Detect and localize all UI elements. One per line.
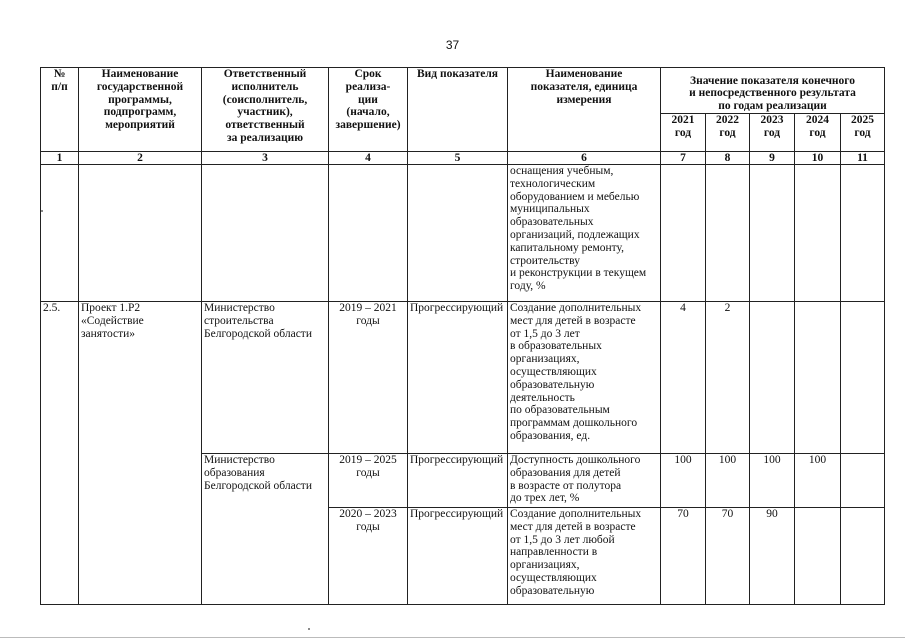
column-number: 3: [202, 152, 329, 165]
header-year-2024: 2024 год: [795, 114, 841, 152]
cell-value-2023: 100: [750, 454, 795, 508]
page-edge-line: [0, 637, 905, 638]
cell-indicator-type: Прогрессирующий: [408, 302, 508, 454]
table-row: [41, 165, 885, 302]
column-number: 1: [41, 152, 79, 165]
cell-value-2025: [841, 508, 885, 605]
cell-indicator-name: Создание дополнительных мест для детей в возрасте от 1,5 до 3 лет в образовательных организациях, осуществляющих образовательную деятельность по образовательным программам дошкольного образования, ед.: [508, 302, 661, 454]
header-program: Наименование государственной программы, подпрограмм, мероприятий: [79, 68, 202, 152]
cell-number: 2.5.: [41, 302, 79, 605]
page-number: 37: [445, 38, 460, 52]
header-year-2022: 2022 год: [706, 114, 750, 152]
column-number: 9: [750, 152, 795, 165]
header-indicator-type: Вид показателя: [408, 68, 508, 152]
column-number: 6: [508, 152, 661, 165]
scan-speck: [308, 628, 310, 630]
header-year-2023: 2023 год: [750, 114, 795, 152]
header-year-2025: 2025 год: [841, 114, 885, 152]
cell-value-2021: [661, 165, 706, 302]
cell-program: [79, 165, 202, 302]
cell-period: 2019 – 2021 годы: [329, 302, 408, 454]
header-executor: Ответственный исполнитель (соисполнитель, участник), ответственный за реализацию: [202, 68, 329, 152]
cell-value-2025: [841, 165, 885, 302]
header-values-group: Значение показателя конечного и непосредственного результата по годам реализации: [661, 68, 885, 114]
column-number: 10: [795, 152, 841, 165]
cell-value-2025: [841, 302, 885, 454]
cell-value-2022: 2: [706, 302, 750, 454]
header-indicator-name: Наименование показателя, единица измерения: [508, 68, 661, 152]
scan-speck: [41, 210, 43, 212]
cell-value-2024: [795, 302, 841, 454]
column-number: 5: [408, 152, 508, 165]
cell-value-2023: 90: [750, 508, 795, 605]
header-period: Срок реализа- ции (начало, завершение): [329, 68, 408, 152]
cell-number: [41, 165, 79, 302]
cell-value-2021: 70: [661, 508, 706, 605]
cell-indicator-name: Создание дополнительных мест для детей в возрасте от 1,5 до 3 лет любой направленности в организациях, осуществляющих образовательную: [508, 508, 661, 605]
cell-value-2024: [795, 508, 841, 605]
cell-indicator-type: [408, 165, 508, 302]
cell-executor: Министерство образования Белгородской области: [202, 454, 329, 605]
header-number: № п/п: [41, 68, 79, 152]
cell-period: 2020 – 2023 годы: [329, 508, 408, 605]
cell-program: Проект 1.Р2 «Содействие занятости»: [79, 302, 202, 605]
cell-indicator-name: оснащения учебным, технологическим оборудованием и мебелью муниципальных образовательных организаций, подлежащих капитальному ремонту, строительству и реконструкции в текущем году, %: [508, 165, 661, 302]
column-number: 8: [706, 152, 750, 165]
column-number: 2: [79, 152, 202, 165]
cell-executor: [202, 165, 329, 302]
header-year-2021: 2021 год: [661, 114, 706, 152]
column-numbers-row: [41, 152, 885, 165]
cell-indicator-type: Прогрессирующий: [408, 508, 508, 605]
cell-value-2024: 100: [795, 454, 841, 508]
cell-value-2023: [750, 302, 795, 454]
cell-value-2022: 70: [706, 508, 750, 605]
column-number: 11: [841, 152, 885, 165]
column-number: 7: [661, 152, 706, 165]
cell-period: 2019 – 2025 годы: [329, 454, 408, 508]
indicators-table: [40, 67, 885, 605]
table-row: [41, 302, 885, 454]
cell-value-2021: 100: [661, 454, 706, 508]
cell-indicator-type: Прогрессирующий: [408, 454, 508, 508]
cell-executor: Министерство строительства Белгородской области: [202, 302, 329, 454]
cell-value-2021: 4: [661, 302, 706, 454]
cell-value-2024: [795, 165, 841, 302]
cell-value-2023: [750, 165, 795, 302]
cell-period: [329, 165, 408, 302]
column-number: 4: [329, 152, 408, 165]
cell-value-2022: [706, 165, 750, 302]
cell-indicator-name: Доступность дошкольного образования для детей в возрасте от полутора до трех лет, %: [508, 454, 661, 508]
cell-value-2022: 100: [706, 454, 750, 508]
cell-value-2025: [841, 454, 885, 508]
